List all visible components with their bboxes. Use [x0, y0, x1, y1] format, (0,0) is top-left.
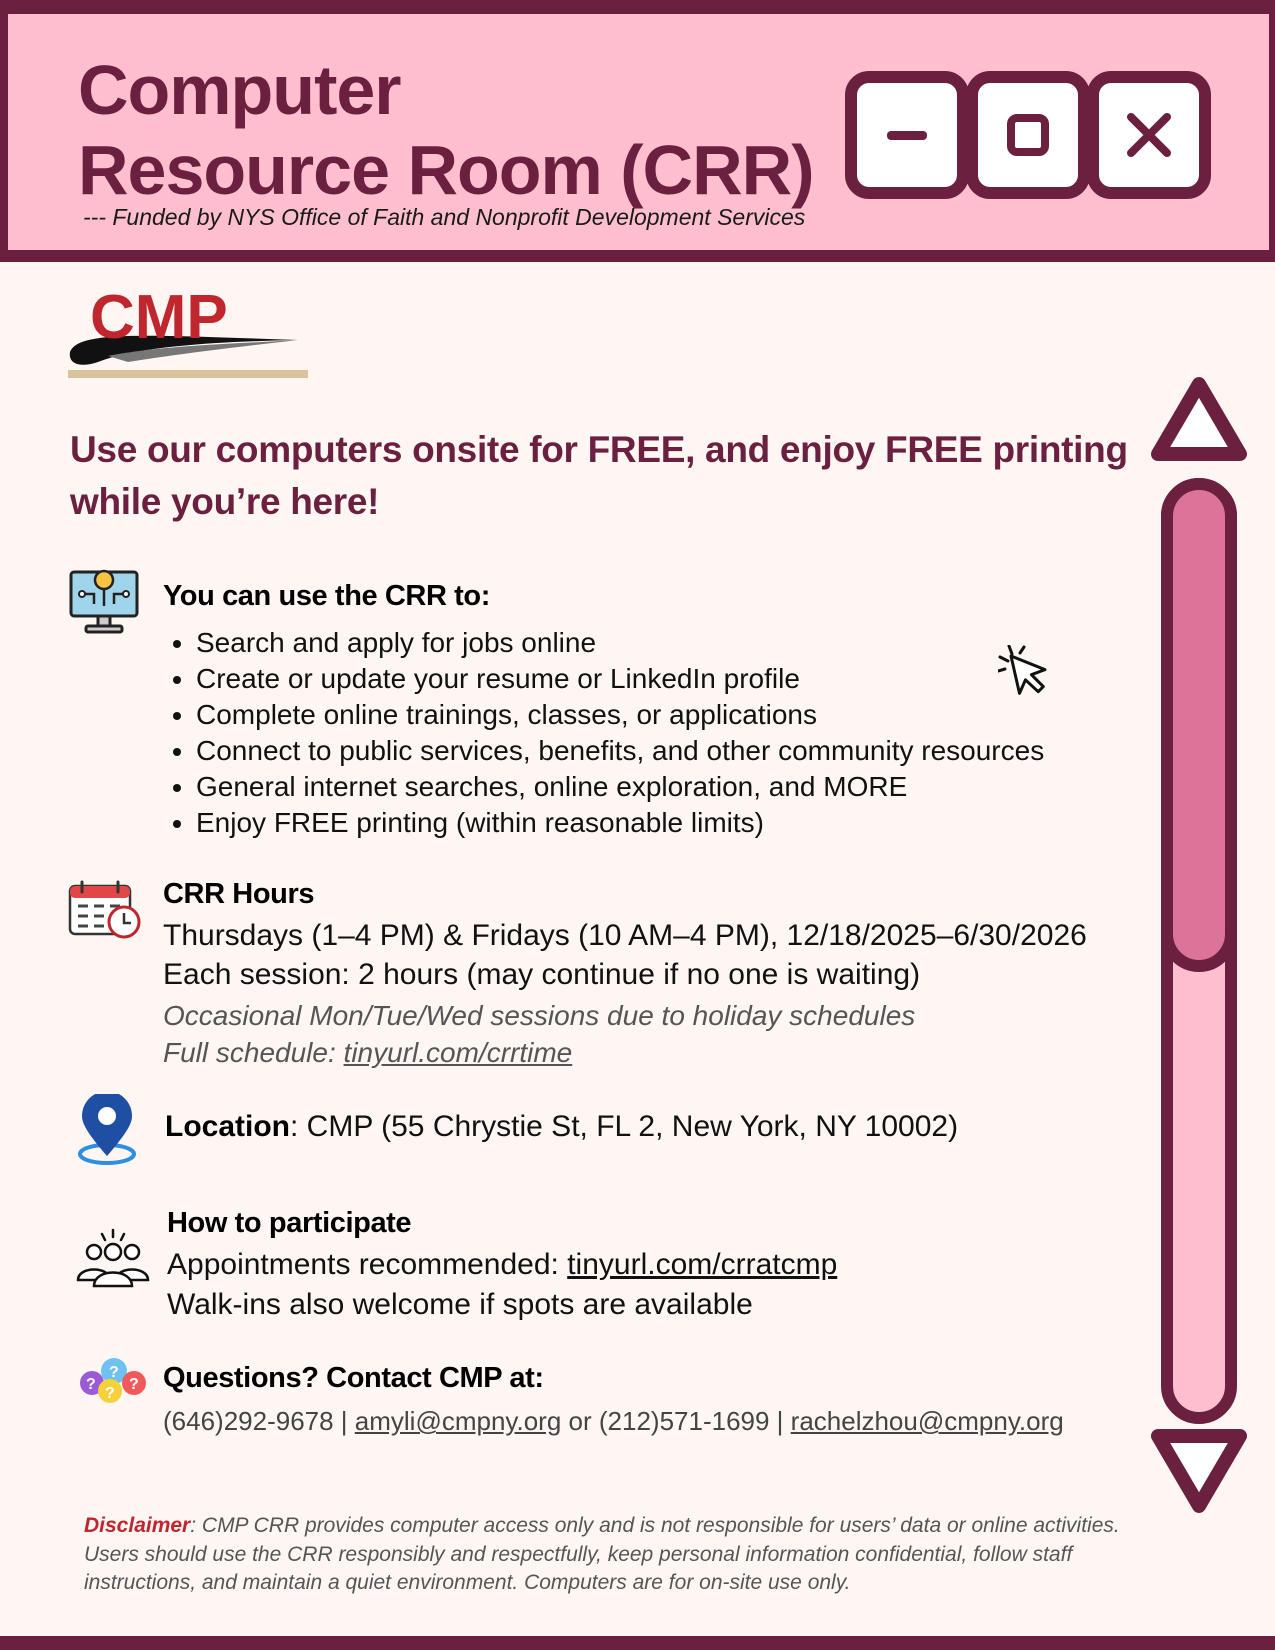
- close-button[interactable]: [1087, 71, 1211, 199]
- cmp-logo: [68, 290, 323, 400]
- uses-list: [162, 625, 1044, 841]
- calendar-clock-icon: [68, 880, 144, 940]
- location-line: Location: CMP (55 Chrystie St, FL 2, New York, NY 10002): [165, 1110, 959, 1143]
- scroll-down-arrow-icon[interactable]: [1148, 1420, 1250, 1520]
- hours-days: Thursdays (1–4 PM) & Fridays (10 AM–4 PM), 12/18/2025–6/30/2026: [163, 919, 1087, 952]
- uses-heading: You can use the CRR to:: [163, 580, 491, 612]
- appointments-line: Appointments recommended: tinyurl.com/crratcmp: [167, 1248, 838, 1281]
- cursor-click-icon: [998, 645, 1062, 709]
- tagline: Use our computers onsite for FREE, and enjoy FREE printing while you’re here!: [70, 429, 1128, 522]
- map-pin-icon: [76, 1094, 138, 1166]
- maximize-icon: [978, 83, 1078, 187]
- contact-line: (646)292-9678 | amyli@cmpny.org or (212)571-1699 | rachelzhou@cmpny.org: [163, 1406, 1064, 1436]
- scroll-up-arrow-icon[interactable]: [1148, 372, 1250, 472]
- bottom-frame: [0, 1636, 1275, 1650]
- computer-lightbulb-icon: [68, 566, 140, 638]
- email-link-rachelzhou[interactable]: rachelzhou@cmpny.org: [790, 1406, 1064, 1436]
- svg-text:?: ?: [109, 1364, 119, 1381]
- close-icon: [1099, 83, 1199, 187]
- list-item: • Complete online trainings, classes, or applications: [196, 697, 1044, 733]
- list-item: • Search and apply for jobs online: [196, 625, 1044, 661]
- walkins-line: Walk-ins also welcome if spots are available: [167, 1288, 753, 1321]
- list-item: • Connect to public services, benefits, and other community resources: [196, 733, 1044, 769]
- svg-text:?: ?: [105, 1385, 115, 1402]
- schedule-link[interactable]: tinyurl.com/crrtime: [343, 1037, 573, 1068]
- header-bar: [8, 14, 1269, 250]
- scrollbar-thumb[interactable]: [1161, 478, 1237, 972]
- funding-credit: --- Funded by NYS Office of Faith and Nonprofit Development Services: [83, 204, 806, 230]
- svg-text:?: ?: [129, 1376, 139, 1393]
- contact-heading: Questions? Contact CMP at:: [163, 1362, 544, 1394]
- minimize-button[interactable]: [845, 71, 969, 199]
- disclaimer: Disclaimer: CMP CRR provides computer access only and is not responsible for users’ data or online activities. Users should use the CRR responsibly and respectfully, keep personal information confidential, follow staff instructions, and maintain a quiet environment. Computers are for on-site use only.: [84, 1514, 1120, 1594]
- appointments-link[interactable]: tinyurl.com/crratcmp: [567, 1248, 838, 1281]
- hours-session: Each session: 2 hours (may continue if no one is waiting): [163, 958, 921, 991]
- hours-note: Occasional Mon/Tue/Wed sessions due to holiday schedules: [163, 1000, 916, 1031]
- list-item: • Enjoy FREE printing (within reasonable limits): [196, 805, 1044, 841]
- minimize-icon: [857, 83, 957, 187]
- svg-text:?: ?: [86, 1376, 96, 1393]
- hours-heading: CRR Hours: [163, 878, 315, 910]
- list-item: • General internet searches, online exploration, and MORE: [196, 769, 1044, 805]
- group-people-icon: [76, 1228, 150, 1290]
- list-item: • Create or update your resume or LinkedIn profile: [196, 661, 1044, 697]
- participate-heading: How to participate: [167, 1207, 412, 1239]
- question-bubbles-icon: [78, 1355, 150, 1407]
- page-title: Computer Resource Room (CRR): [78, 51, 814, 209]
- email-link-amyli[interactable]: amyli@cmpny.org: [354, 1406, 562, 1436]
- maximize-button[interactable]: [966, 71, 1090, 199]
- hours-schedule: Full schedule: tinyurl.com/crrtime: [163, 1037, 573, 1068]
- logo-text: CMP: [90, 290, 228, 352]
